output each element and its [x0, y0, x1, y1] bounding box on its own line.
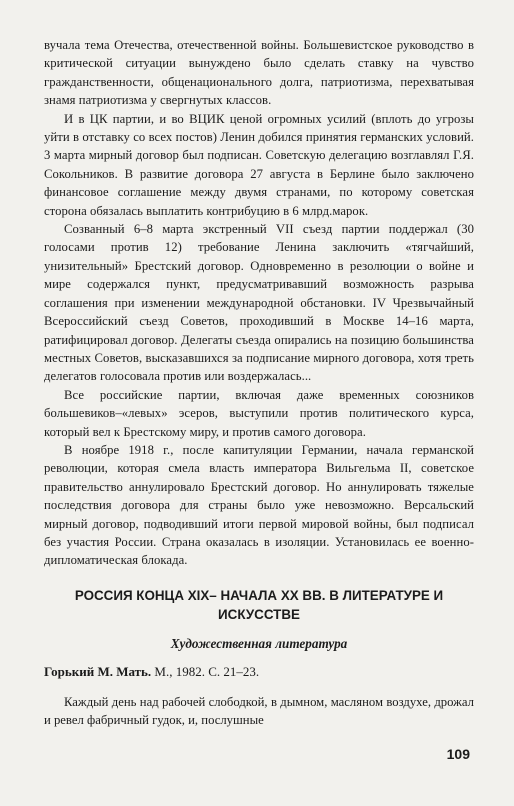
paragraph-5: В ноябре 1918 г., после капитуляции Германии, начала германской революции, которая смела власть императора Вильгельма II, советское правительство аннулировало Брестский договор. Но аннулировать тяжелые последствия договора для страны было уже невозможно. Версальский мирный договор, подводивший итоги первой мировой войны, был подписал без участия России. Страна оказалась в изоляции. Установилась ее военно-дипломатическая блокада. [44, 442, 474, 568]
source-details: М., 1982. С. 21–23. [154, 663, 260, 679]
quote-text: Каждый день над рабочей слободкой, в дымном, масляном воздухе, дрожал и ревел фабричный гудок, и, послушные [44, 694, 474, 728]
paragraph-4: Все российские партии, включая даже временных союзников большевиков–«левых» эсеров, выступили против политического курса, который вел к Брестскому миру, и против самого договора. [44, 387, 474, 439]
paragraph-1: вучала тема Отечества, отечественной войны. Большевистское руководство в критической ситуации вынуждено было сделать ставку на чувство гражданственности, общенационального долга, патриотизма, перехватывая знамя патриотизма у свергнутых классов. [44, 38, 474, 108]
paragraph-3: Созванный 6–8 марта экстренный VII съезд партии поддержал (30 голосами против 12) требование Ленина заключить «тягчайший, унизительный» Брестский договор. Одновременно в резолюции о войне и мире содержался пункт, предусматривавший возможность разрыва соглашения при изменении международной обстановки. IV Чрезвычайный Всероссийский съезд Советов, проходивший в Москве 14–16 марта, ратифицировал договор. Делегаты съезда опирались на позицию большинства местных Советов, высказавшихся за подписание мирного договора, хотя треть делегатов голосовала против или воздержалась... [44, 222, 474, 384]
subsection-title: Художественная литература [170, 635, 348, 651]
page-number: 109 [446, 746, 470, 762]
source-citation [44, 663, 474, 681]
paragraph-2: И в ЦК партии, и во ВЦИК ценой огромных усилий (вплоть до угрозы уйти в отставку со всех постов) Ленин добился принятия германских условий. 3 марта мирный договор был подписан. Советскую делегацию возглавлял Г.Я. Сокольников. В развитие договора 27 августа в Берлине было заключено финансовое соглашение между двумя странами, по которому советская сторона обязалась выплатить контрибуцию в 6 млрд.марок. [44, 111, 474, 218]
source-author: Горький М. Мать. [44, 663, 152, 679]
section-title: РОССИЯ КОНЦА XIX– НАЧАЛА XX ВВ. В ЛИТЕРАТУРЕ И ИСКУССТВЕ [74, 587, 444, 622]
